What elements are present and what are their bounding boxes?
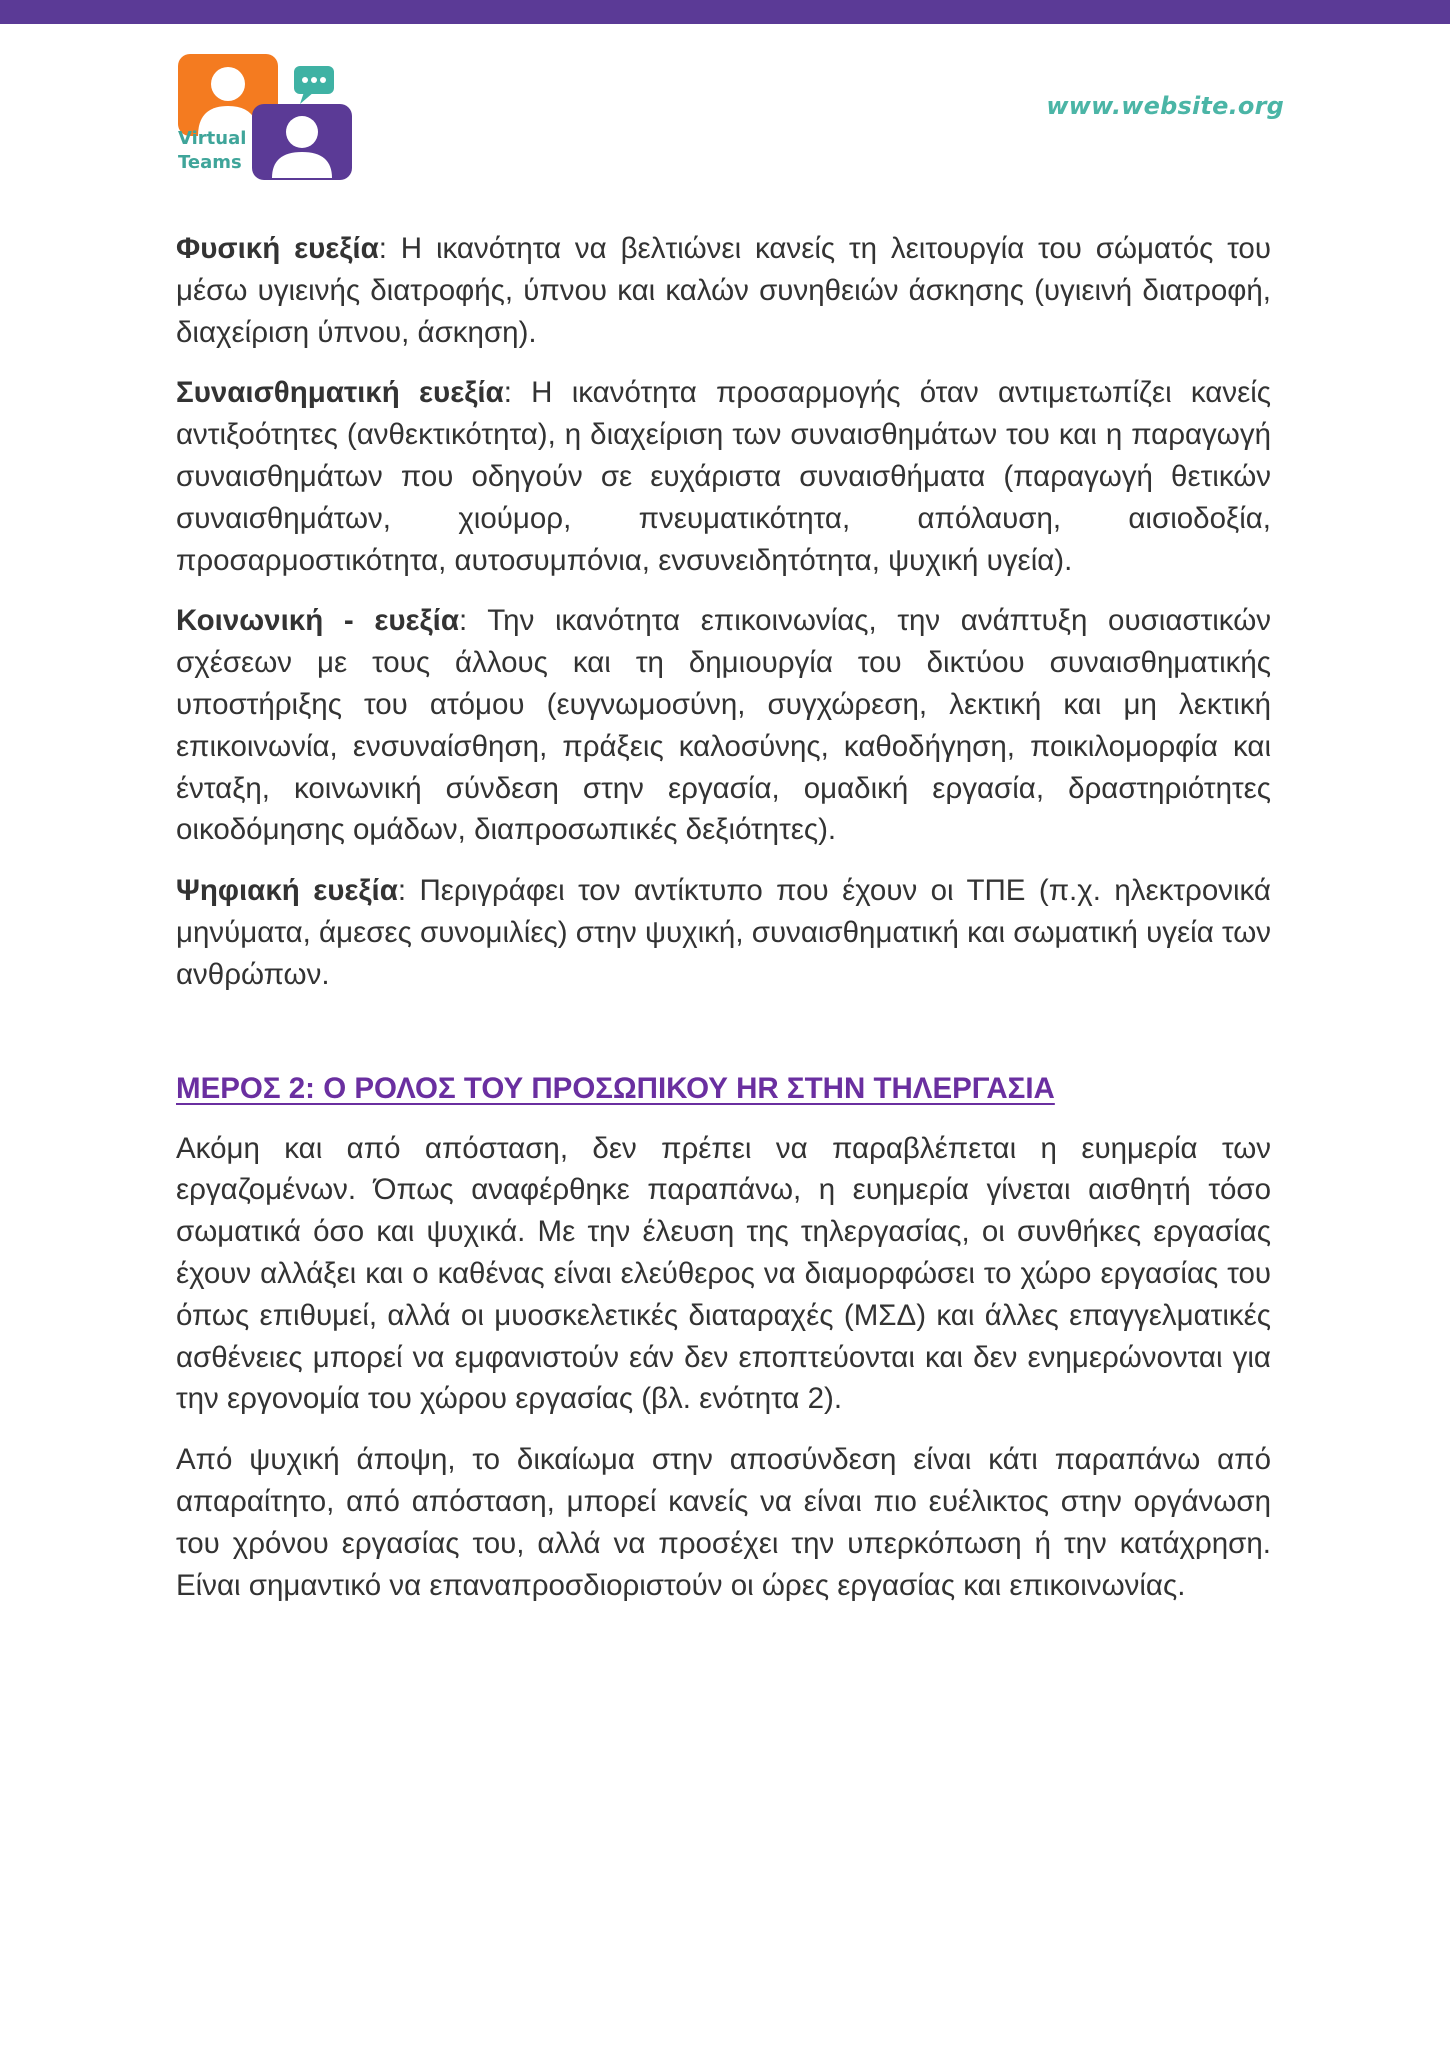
virtual-teams-logo — [176, 52, 356, 182]
document-body — [176, 228, 1271, 1625]
term-label: Φυσική ευεξία — [176, 232, 379, 265]
paragraph-physical-wellness — [176, 228, 1271, 353]
paragraph-text: : Η ικανότητα να βελτιώνει κανείς τη λειτουργία του σώματός του μέσω υγιεινής διατροφής, ύπνου και καλών συνηθειών άσκησης (υγιεινή διατροφή, διαχείριση ύπνου, άσκηση). — [176, 232, 1271, 349]
paragraph-social-wellness — [176, 600, 1271, 851]
paragraph-text: : Περιγράφει τον αντίκτυπο που έχουν οι ΤΠΕ (π.χ. ηλεκτρονικά μηνύματα, άμεσες συνομιλίες) στην ψυχική, συναισθηματική και σωματική υγεία των ανθρώπων. — [176, 874, 1271, 991]
term-label: Κοινωνική - ευεξία — [176, 604, 459, 638]
paragraph-text: : Η ικανότητα προσαρμογής όταν αντιμετωπίζει κανείς αντιξοότητες (ανθεκτικότητα), η διαχείριση των συναισθημάτων του και η παραγωγή συναισθημάτων που οδηγούν σε ευχάριστα συναισθήματα (παραγωγή θετικών συναισθημάτων, χιούμορ, πνευματικότητα, απόλαυση, αισιοδοξία, προσαρμοστικότητα, αυτοσυμπόνια, ενσυνειδητότητα, ψυχική υγεία). — [176, 376, 1272, 577]
logo-text-virtual: Virtual — [178, 128, 247, 149]
section-paragraph: Ακόμη και από απόσταση, δεν πρέπει να παραβλέπεται η ευημερία των εργαζομένων. Όπως αναφέρθηκε παραπάνω, η ευημερία γίνεται αισθητή τόσο σωματικά όσο και ψυχικά. Με την έλευση της τηλεργασίας, οι συνθήκες εργασίας έχουν αλλάξει και ο καθένας είναι ελεύθερος να διαμορφώσει το χώρο εργασίας του όπως επιθυμεί, αλλά οι μυοσκελετικές διαταραχές (ΜΣΔ) και άλλες επαγγελματικές ασθένειες μπορεί να εμφανιστούν εάν δεν εποπτεύονται και δεν ενημερώνονται για την εργονομία του χώρου εργασίας (βλ. ενότητα 2). — [176, 1131, 1271, 1416]
section-heading: ΜΕΡΟΣ 2: Ο ΡΟΛΟΣ ΤΟΥ ΠΡΟΣΩΠΙΚΟΥ HR ΣΤΗΝ ΤΗΛΕΡΓΑΣΙΑ — [176, 1071, 1055, 1105]
top-color-bar — [0, 0, 1450, 24]
paragraph-text: : Την ικανότητα επικοινωνίας, την ανάπτυξη ουσιαστικών σχέσεων με τους άλλους και τη δημιουργία του δικτύου συναισθηματικής υποστήριξης του ατόμου (ευγνωμοσύνη, συγχώρεση, λεκτική και μη λεκτική επικοινωνία, ενσυναίσθηση, πράξεις καλοσύνης, καθοδήγηση, ποικιλομορφία και ένταξη, κοινωνική σύνδεση στην εργασία, ομαδική εργασία, δραστηριότητες οικοδόμησης ομάδων, διαπροσωπικές δεξιότητες). — [176, 604, 1271, 847]
term-label: Συναισθηματική ευεξία — [176, 376, 504, 410]
paragraph-emotional-wellness — [176, 372, 1271, 581]
logo-text-teams: Teams — [178, 152, 242, 173]
paragraph-digital-wellness — [176, 870, 1271, 995]
website-url[interactable]: www.website.org — [1046, 92, 1284, 120]
term-label: Ψηφιακή ευεξία — [176, 874, 398, 908]
section-paragraph: Από ψυχική άποψη, το δικαίωμα στην αποσύνδεση είναι κάτι παραπάνω από απαραίτητο, από απόσταση, μπορεί κανείς να είναι πιο ευέλικτος στην οργάνωση του χρόνου εργασίας του, αλλά να προσέχει την υπερκόπωση ή την κατάχρηση. Είναι σημαντικό να επαναπροσδιοριστούν οι ώρες εργασίας και επικοινωνίας. — [176, 1443, 1271, 1602]
